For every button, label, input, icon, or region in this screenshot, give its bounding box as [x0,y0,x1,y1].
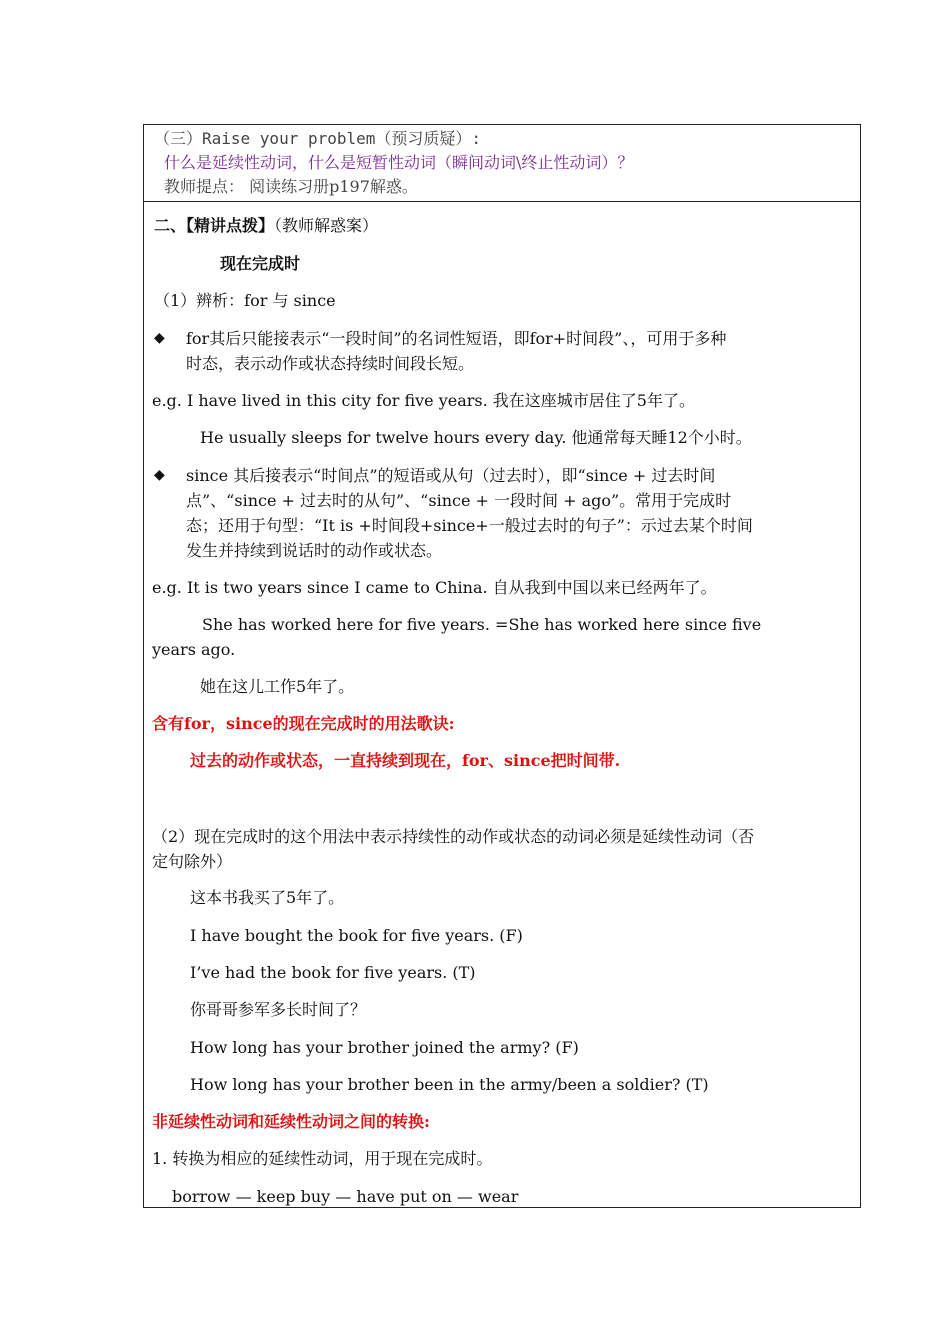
for-rule: for其后只能接表示“一段时间”的名词性短语，即for+时间段”、，可用于多种 时态，表示动作或状态持续时间段长短。 [186,329,727,373]
example-1: e.g. I have lived in this city for five years. 我在这座城市居住了5年了。 [152,391,695,410]
example-4-line-2: years ago. [152,640,236,659]
section-note: （教师解惑案） [274,216,379,235]
since-rule: since 其后接表示“时间点”的短语或从句（过去时），即“since + 过去时间 点”、“since + 过去时的从句”、“since + 一段时间 + ago”。常用于完成时 态；还用于句型：“It is +时间段+since+一般过去时的句子”：示过去某个时间 发生并持续到说话时的动作或状态。 [186,466,753,560]
example-4-translation: 她在这儿工作5年了。 [200,677,355,696]
part1-title: （1）辨析：for 与 since [154,291,336,310]
section-number: 二、 [154,216,187,235]
rhyme-text: 过去的动作或状态，一直持续到现在，for、since把时间带. [190,751,621,770]
example-4-line-1: She has worked here for five years. =She has worked here since five [202,615,762,634]
exercise-1-true: I’ve had the book for five years. (T) [190,963,476,982]
part2-title: （2）现在完成时的这个用法中表示持续性的动作或状态的动词必须是延续性动词（否 定句除外） [152,827,755,871]
question-text: 什么是延续性动词，什么是短暂性动词（瞬间动词\终止性动词）？ [164,153,634,172]
raise-problem-title: （三）Raise your problem（预习质疑）: [154,129,482,148]
section-title: 【精讲点拨】 [186,216,275,235]
conversion-title: 非延续性动词和延续性动词之间的转换: [152,1112,430,1131]
conversion-rule-1: 1. 转换为相应的延续性动词，用于现在完成时。 [152,1149,493,1168]
topic-title: 现在完成时 [220,254,301,273]
verb-pairs: borrow — keep buy — have put on — wear [172,1187,519,1206]
section-heading [154,216,378,236]
exercise-2-chinese: 你哥哥参军多长时间了？ [190,1000,367,1019]
exercise-2-true: How long has your brother been in the army/been a soldier? (T) [190,1075,709,1094]
rhyme-title: 含有for，since的现在完成时的用法歌诀: [152,714,455,733]
bullet-diamond-icon: ◆ [154,467,165,483]
exercise-2-false: How long has your brother joined the army? (F) [190,1038,579,1057]
bullet-diamond-icon: ◆ [154,330,165,346]
example-3: e.g. It is two years since I came to China. 自从我到中国以来已经两年了。 [152,578,717,597]
document-table [143,124,861,1208]
preview-question-section [144,125,860,202]
example-2: He usually sleeps for twelve hours every day. 他通常每天睡12个小时。 [200,428,752,447]
exercise-1-chinese: 这本书我买了5年了。 [190,888,345,907]
exercise-1-false: I have bought the book for five years. (F) [190,926,523,945]
teacher-tip: 教师提点： 阅读练习册p197解惑。 [164,177,418,196]
